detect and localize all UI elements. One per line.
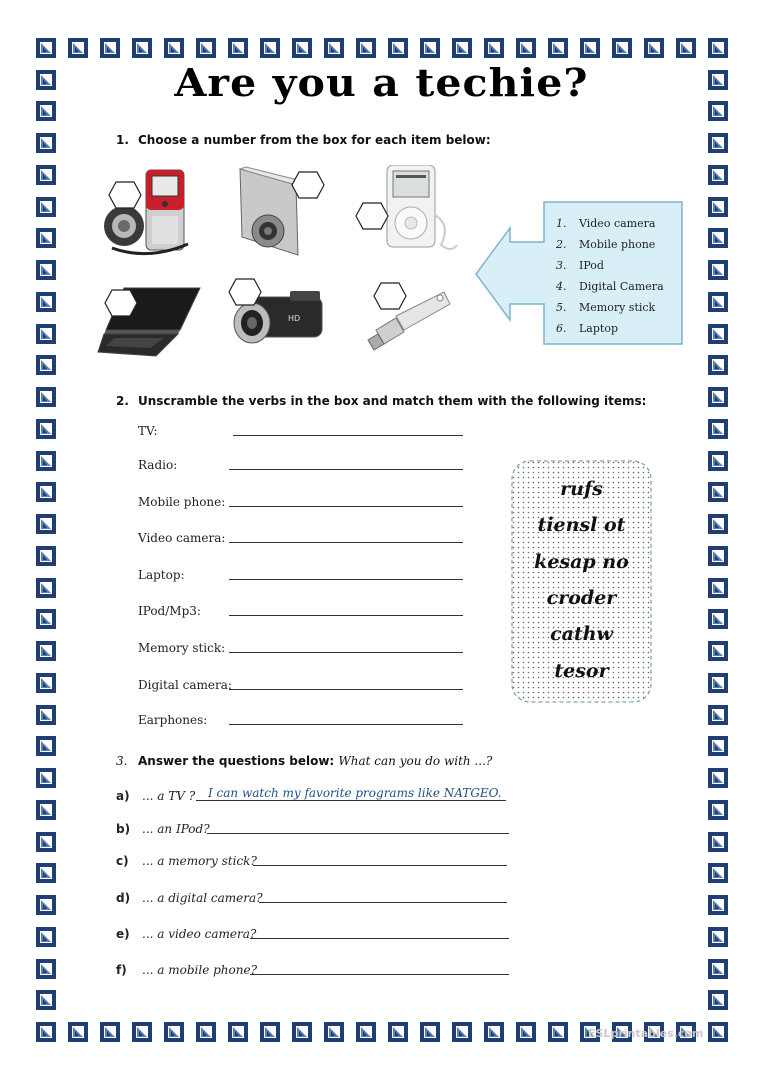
border-tile (708, 800, 728, 820)
border-tile (708, 959, 728, 979)
answer-hexagon-memory-stick[interactable] (373, 281, 407, 311)
border-tile (36, 324, 56, 344)
border-tile (36, 800, 56, 820)
border-tile (36, 419, 56, 439)
border-tile (708, 197, 728, 217)
scrambled-word: croder (546, 587, 617, 609)
item-label-digital-camera: Digital camera: (138, 678, 232, 692)
border-tile (132, 38, 152, 58)
list-item: 2. Mobile phone (556, 238, 656, 251)
border-tile (132, 1022, 152, 1042)
border-tile (708, 292, 728, 312)
answer-line-c[interactable] (253, 865, 507, 866)
border-tile (708, 736, 728, 756)
border-tile (708, 355, 728, 375)
answer-line-a[interactable] (196, 800, 506, 801)
answer-line-memory-stick[interactable] (229, 652, 463, 653)
list-item: 4. Digital Camera (556, 280, 664, 293)
section1-heading (116, 133, 491, 147)
list-item: 5. Memory stick (556, 301, 656, 314)
list-item: 6. Laptop (556, 322, 618, 335)
answer-hexagon-phone[interactable] (108, 180, 142, 210)
border-tile (292, 1022, 312, 1042)
border-tile (228, 38, 248, 58)
border-tile (708, 863, 728, 883)
item-label-radio: Radio: (138, 458, 178, 472)
border-tile (708, 165, 728, 185)
item-label-ipod-mp3: IPod/Mp3: (138, 604, 201, 618)
border-tile (100, 38, 120, 58)
border-tile (708, 228, 728, 248)
answer-line-tv[interactable] (233, 435, 463, 436)
question-row-d: d) ... a digital camera? (116, 891, 263, 905)
border-tile (292, 38, 312, 58)
item-label-tv: TV: (138, 424, 158, 438)
border-tile (164, 38, 184, 58)
item-label-video-camera: Video camera: (138, 531, 226, 545)
example-answer: I can watch my favorite programs like NATGEO. (208, 786, 502, 800)
border-tile (484, 1022, 504, 1042)
border-tile (708, 451, 728, 471)
answer-line-earphones[interactable] (229, 724, 463, 725)
border-tile (36, 355, 56, 375)
section2-number: 2. (116, 394, 129, 408)
border-tile (36, 895, 56, 915)
worksheet-title: Are you a techie? (174, 60, 589, 105)
list-item: 1. Video camera (556, 217, 656, 230)
scrambled-word: tiensl ot (537, 514, 626, 536)
border-tile (708, 609, 728, 629)
scrambled-word: tesor (554, 660, 609, 682)
border-tile (36, 990, 56, 1010)
border-tile (260, 1022, 280, 1042)
border-tile (420, 38, 440, 58)
border-tile (708, 990, 728, 1010)
border-tile (644, 38, 664, 58)
border-tile (580, 38, 600, 58)
border-tile (708, 895, 728, 915)
question-row-b: b) ... an IPod? (116, 822, 210, 836)
border-tile (36, 705, 56, 725)
border-tile (676, 38, 696, 58)
question-row-e: e) ... a video camera? (116, 927, 257, 941)
border-tile (708, 768, 728, 788)
border-tile (708, 1022, 728, 1042)
border-tile (612, 38, 632, 58)
border-tile (36, 38, 56, 58)
border-tile (36, 927, 56, 947)
border-tile (36, 482, 56, 502)
section2-prompt: Unscramble the verbs in the box and match them with the following items: (138, 394, 647, 408)
border-tile (708, 419, 728, 439)
border-tile (36, 165, 56, 185)
answer-line-digital-camera[interactable] (229, 689, 463, 690)
border-tile (36, 863, 56, 883)
border-tile (708, 578, 728, 598)
answer-line-ipod-mp3[interactable] (229, 615, 463, 616)
border-tile (516, 38, 536, 58)
item-label-mobile-phone: Mobile phone: (138, 495, 226, 509)
section3-number: 3. (116, 754, 128, 768)
border-tile (708, 324, 728, 344)
answer-line-laptop[interactable] (229, 579, 463, 580)
border-tile (36, 736, 56, 756)
item-label-earphones: Earphones: (138, 713, 208, 727)
answer-line-e[interactable] (250, 938, 509, 939)
border-tile (36, 768, 56, 788)
border-tile (388, 1022, 408, 1042)
section3-prompt-italic: What can you do with ...? (338, 754, 493, 768)
border-tile (708, 514, 728, 534)
border-tile (324, 38, 344, 58)
device-number-list (556, 213, 664, 339)
border-tile (708, 133, 728, 153)
item-label-laptop: Laptop: (138, 568, 185, 582)
border-tile (36, 451, 56, 471)
answer-line-mobile-phone[interactable] (229, 506, 463, 507)
section3-heading (116, 754, 492, 768)
border-tile (36, 133, 56, 153)
border-tile (708, 673, 728, 693)
border-tile (68, 38, 88, 58)
answer-line-d[interactable] (259, 902, 507, 903)
border-tile (36, 1022, 56, 1042)
border-tile (548, 1022, 568, 1042)
border-tile (708, 927, 728, 947)
section1-prompt: Choose a number from the box for each item below: (138, 133, 491, 147)
scrambled-word: rufs (560, 478, 603, 500)
border-tile (452, 38, 472, 58)
border-tile (708, 482, 728, 502)
question-row-c: c) ... a memory stick? (116, 854, 257, 868)
border-tile (36, 228, 56, 248)
svg-text:HD: HD (288, 314, 301, 323)
border-tile (324, 1022, 344, 1042)
border-tile (356, 1022, 376, 1042)
section1-number: 1. (116, 133, 129, 147)
question-row-f: f) ... a mobile phone? (116, 963, 258, 977)
border-tile (196, 1022, 216, 1042)
border-tile (708, 38, 728, 58)
border-tile (68, 1022, 88, 1042)
border-tile (100, 1022, 120, 1042)
border-tile (36, 609, 56, 629)
border-tile (36, 832, 56, 852)
border-tile (36, 578, 56, 598)
border-tile (36, 959, 56, 979)
border-tile (36, 641, 56, 661)
border-tile (708, 705, 728, 725)
border-tile (420, 1022, 440, 1042)
border-tile (36, 673, 56, 693)
ipod-photo (381, 165, 459, 255)
answer-hexagon-camera[interactable] (291, 170, 325, 200)
border-tile (228, 1022, 248, 1042)
border-tile (36, 546, 56, 566)
border-tile (484, 38, 504, 58)
border-tile (36, 387, 56, 407)
answer-hexagon-ipod[interactable] (355, 201, 389, 231)
border-tile (36, 514, 56, 534)
border-tile (708, 260, 728, 280)
section3-prompt: Answer the questions below: (138, 754, 335, 768)
item-label-memory-stick: Memory stick: (138, 641, 226, 655)
question-row-a: a) ... a TV ? (116, 789, 196, 803)
border-tile (388, 38, 408, 58)
border-tile (164, 1022, 184, 1042)
border-tile (36, 260, 56, 280)
answer-line-b[interactable] (207, 833, 509, 834)
scrambled-word: cathw (550, 623, 613, 645)
section2-heading (116, 394, 646, 408)
border-tile (36, 292, 56, 312)
border-tile (548, 38, 568, 58)
list-item: 3. IPod (556, 259, 604, 272)
border-tile (708, 641, 728, 661)
border-tile (260, 38, 280, 58)
border-tile (452, 1022, 472, 1042)
answer-line-radio[interactable] (229, 469, 463, 470)
border-tile (36, 197, 56, 217)
border-tile (708, 387, 728, 407)
answer-hexagon-laptop[interactable] (104, 288, 138, 318)
watermark: ESLprintables.com (588, 1027, 704, 1040)
border-tile (516, 1022, 536, 1042)
border-tile (196, 38, 216, 58)
border-tile (356, 38, 376, 58)
answer-line-f[interactable] (250, 974, 509, 975)
scrambled-word: kesap no (534, 551, 629, 573)
border-tile (708, 546, 728, 566)
border-tile (708, 832, 728, 852)
answer-hexagon-video-camera[interactable] (228, 277, 262, 307)
answer-line-video-camera[interactable] (229, 542, 463, 543)
